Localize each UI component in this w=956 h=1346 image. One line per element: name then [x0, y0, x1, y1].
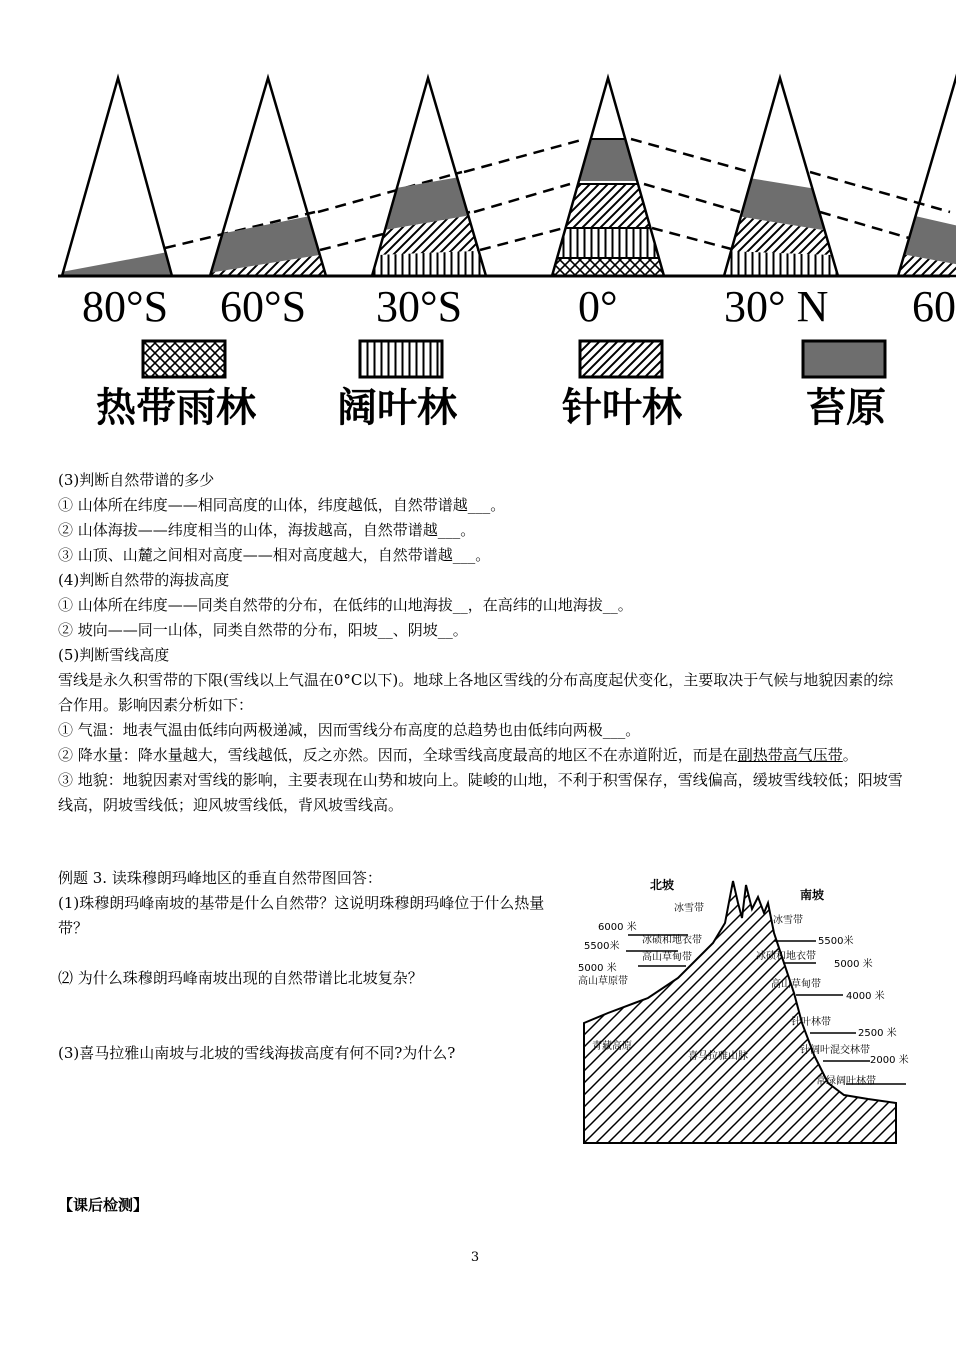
latitude-label: 30°S — [376, 282, 463, 331]
zone-label: 常绿阔叶林带 — [816, 1076, 876, 1087]
legend-swatches — [0, 338, 950, 384]
latitude-label: 80°S — [82, 282, 169, 331]
legend-swatch-conifer — [580, 341, 662, 377]
zone-label: 针阔叶混交林带 — [800, 1045, 870, 1056]
question-3: (3)喜马拉雅山南坡与北坡的雪线海拔高度有何不同?为什么? — [58, 1044, 456, 1062]
zone-label: 冰碛和地衣带 — [642, 935, 702, 946]
elevation-label: 2500 米 — [858, 1028, 897, 1039]
list-item: ① 山体所在纬度——同类自然带的分布，在低纬的山地海拔__，在高纬的山地海拔__。 — [58, 596, 633, 614]
everest-zonation-figure — [578, 873, 908, 1152]
example-3 — [58, 866, 568, 941]
zone-label: 冰雪带 — [674, 903, 704, 914]
list-item — [58, 743, 908, 768]
north-slope-label: 北坡 — [650, 878, 675, 892]
zone-label: 高山草原带 — [578, 976, 628, 987]
section-heading: (3)判断自然带谱的多少 — [58, 471, 215, 489]
list-item: ③ 地貌：地貌因素对雪线的影响，主要表现在山势和坡向上。陡峻的山地，不利于积雪保存，雪线偏高，缓坡雪线较低；阳坡雪线高，阴坡雪线低；迎风坡雪线低，背风坡雪线高。 — [58, 771, 903, 814]
zone-label: 高山草甸带 — [771, 979, 821, 990]
after-class-heading: 【课后检测】 — [58, 1196, 149, 1214]
everest-profile — [578, 873, 908, 1148]
latitude-label: 30° N — [724, 282, 829, 331]
list-item: ② 坡向——同一山体，同类自然带的分布，阳坡__、阴坡__。 — [58, 621, 468, 639]
list-item: ② 山体海拔——纬度相当的山体，海拔越高，自然带谱越___。 — [58, 521, 476, 539]
section-heading: (4)判断自然带的海拔高度 — [58, 571, 230, 589]
legend-swatch-tundra — [803, 341, 885, 377]
range-label: 喜马拉雅山脉 — [688, 1051, 748, 1062]
legend-swatch-broadleaf — [360, 341, 442, 377]
legend-label: 苔原 — [806, 385, 886, 431]
zone-label: 高山草甸带 — [642, 952, 692, 963]
example-title: 例题 3. 读珠穆朗玛峰地区的垂直自然带图回答： — [58, 869, 382, 887]
latitude-zonation-figure — [0, 0, 950, 290]
latitude-label: 0° — [578, 282, 618, 331]
legend-label: 热带雨林 — [96, 385, 256, 431]
legend-label: 针叶林 — [562, 385, 682, 431]
latitude-label: 60°S — [220, 282, 307, 331]
elevation-label: 2000 米 — [870, 1055, 909, 1066]
elevation-label: 5000 米 — [834, 959, 873, 970]
body-text — [58, 468, 908, 818]
elevation-label: 4000 米 — [846, 991, 885, 1002]
list-item: ① 山体所在纬度——相同高度的山体，纬度越低，自然带谱越___。 — [58, 496, 506, 514]
question-2: ⑵ 为什么珠穆朗玛峰南坡出现的自然带谱比北坡复杂？ — [58, 969, 423, 987]
page-number: 3 — [470, 1250, 480, 1265]
paragraph: 雪线是永久积雪带的下限(雪线以上气温在0°C以下)。地球上各地区雪线的分布高度起伏变化，主要取决于气候与地貌因素的综合作用。影响因素分析如下： — [58, 671, 894, 714]
zone-label: 针叶林带 — [791, 1017, 831, 1028]
legend-swatch-rainforest — [143, 341, 225, 377]
south-slope-label: 南坡 — [800, 888, 825, 902]
zone-label: 青藏高原 — [592, 1041, 632, 1052]
elevation-label: 5500米 — [818, 936, 854, 947]
legend-label: 阔叶林 — [337, 385, 457, 431]
list-item: ① 气温：地表气温由低纬向两极递减，因而雪线分布高度的总趋势也由低纬向两极___。 — [58, 721, 641, 739]
elevation-label: 5500米 — [584, 941, 620, 952]
list-item: ③ 山顶、山麓之间相对高度——相对高度越大，自然带谱越___。 — [58, 546, 491, 564]
text-run: ② 降水量：降水量越大，雪线越低，反之亦然。因而，全球雪线高度最高的地区不在赤道附近，而是在 — [58, 746, 738, 764]
elevation-label: 5000 米 — [578, 963, 617, 974]
zone-label: 冰碛和地衣带 — [756, 951, 816, 962]
zone-label: 冰雪带 — [773, 915, 803, 926]
latitude-label: 60 — [912, 282, 956, 331]
question-1: (1)珠穆朗玛峰南坡的基带是什么自然带？这说明珠穆朗玛峰位于什么热量带？ — [58, 894, 545, 937]
elevation-label: 6000 米 — [598, 922, 637, 933]
text-run: 。 — [842, 746, 858, 764]
underlined-term: 副热带高气压带 — [737, 746, 843, 764]
section-heading: (5)判断雪线高度 — [58, 646, 170, 664]
